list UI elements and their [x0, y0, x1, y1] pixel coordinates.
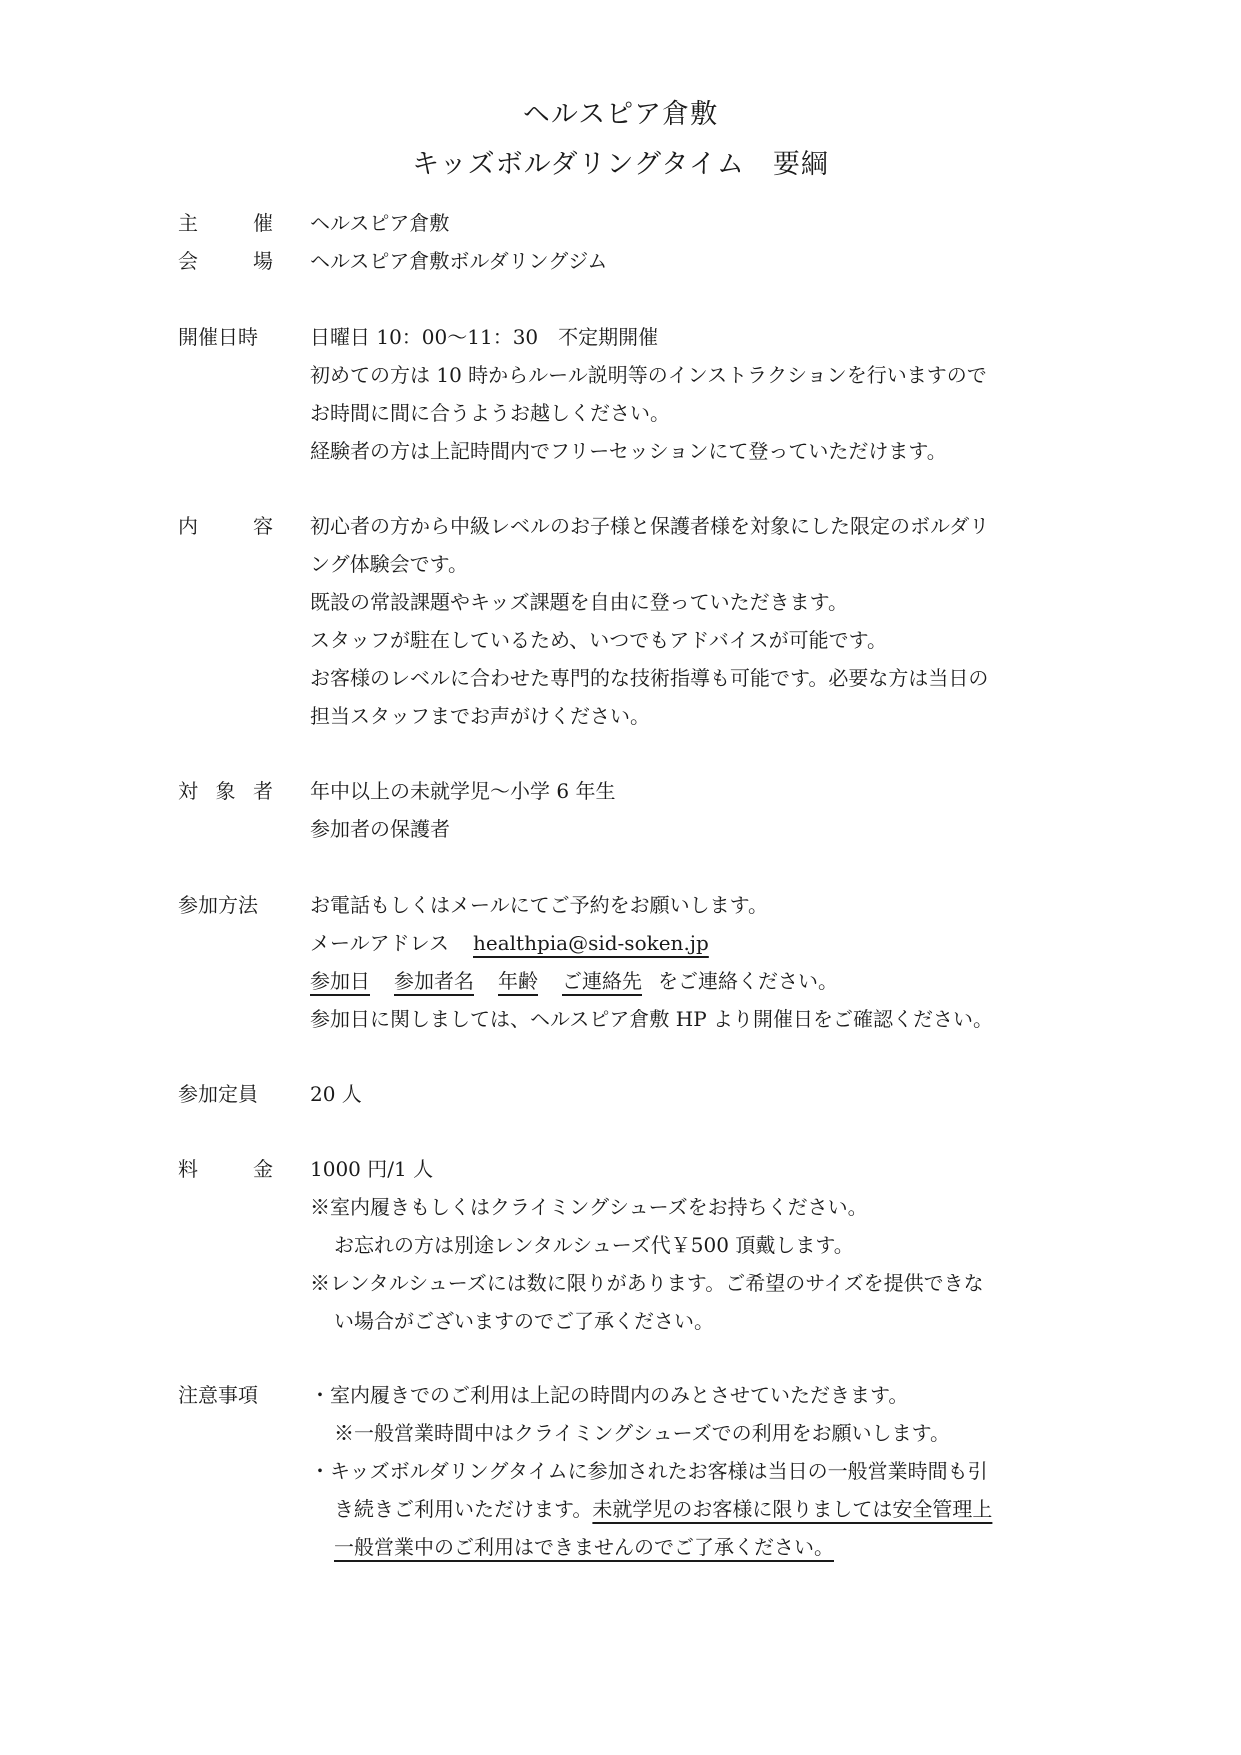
- organizer-label-char: 催: [253, 211, 273, 235]
- email-link[interactable]: healthpia@sid-soken.jp: [473, 931, 709, 955]
- required-item: 参加者名: [394, 969, 474, 993]
- datetime-line: 日曜日 10：00～11：30 不定期開催: [310, 325, 659, 349]
- notes-underlined-text: 一般営業中のご利用はできませんのでご了承ください。: [334, 1535, 834, 1559]
- notes-line: ・室内履きでのご利用は上記の時間内のみとさせていただきます。: [310, 1383, 909, 1407]
- fee-line: お忘れの方は別途レンタルシューズ代￥500 頂戴します。: [334, 1233, 854, 1257]
- target-section: [310, 772, 1070, 848]
- content-line: 既設の常設課題やキッズ課題を自由に登っていただきます。: [310, 590, 848, 614]
- fee-line: ※室内履きもしくはクライミングシューズをお持ちください。: [310, 1195, 868, 1219]
- fee-label-char: 料: [178, 1157, 198, 1181]
- notes-text: き続きご利用いただけます。: [334, 1497, 593, 1521]
- notes-line: [310, 1528, 1070, 1566]
- content-label-char: 容: [253, 514, 273, 538]
- method-line: お電話もしくはメールにてご予約をお願いします。: [310, 893, 768, 917]
- content-label: [178, 507, 273, 545]
- required-item: 参加日: [310, 969, 370, 993]
- method-section: [310, 886, 1070, 1038]
- document-title: ヘルスピア倉敷: [522, 99, 719, 130]
- required-item: 年齢: [498, 969, 538, 993]
- datetime-line: 経験者の方は上記時間内でフリーセッションにて登っていただけます。: [310, 439, 947, 463]
- capacity-label: 参加定員: [178, 1082, 258, 1106]
- content-line: 初心者の方から中級レベルのお子様と保護者様を対象にした限定のボルダリ: [310, 514, 990, 538]
- email-line: [310, 924, 1070, 962]
- venue-label-char: 場: [253, 249, 273, 273]
- email-label: メールアドレス: [310, 931, 449, 955]
- method-label: 参加方法: [178, 893, 258, 917]
- organizer-label-char: 主: [178, 211, 198, 235]
- fee-label-char: 金: [253, 1157, 273, 1181]
- venue-label: [178, 242, 273, 280]
- fee-section: [310, 1150, 1070, 1340]
- content-line: スタッフが駐在しているため、いつでもアドバイスが可能です。: [310, 628, 887, 652]
- organizer-label: [178, 204, 273, 242]
- notes-line: [310, 1490, 1070, 1528]
- content-section: [310, 507, 1070, 735]
- venue-value: ヘルスピア倉敷ボルダリングジム: [310, 249, 608, 273]
- fee-line: ※レンタルシューズには数に限りがあります。ご希望のサイズを提供できな: [310, 1271, 984, 1295]
- notes-underlined-text: 未就学児のお客様に限りましては安全管理上: [592, 1497, 993, 1521]
- target-label-char: 者: [253, 779, 273, 803]
- datetime-section: [310, 318, 1070, 470]
- notes-label: 注意事項: [178, 1383, 258, 1407]
- datetime-label: 開催日時: [178, 325, 258, 349]
- required-items-suffix: をご連絡ください。: [658, 969, 838, 993]
- content-line: お客様のレベルに合わせた専門的な技術指導も可能です。必要な方は当日の: [310, 666, 989, 690]
- datetime-line: 初めての方は 10 時からルール説明等のインストラクションを行いますので: [310, 363, 987, 387]
- notes-line: ・キッズボルダリングタイムに参加されたお客様は当日の一般営業時間も引: [310, 1459, 988, 1483]
- target-label: [178, 772, 273, 810]
- target-label-char: 象: [215, 779, 236, 803]
- target-label-char: 対: [178, 779, 198, 803]
- fee-line: い場合がございますのでご了承ください。: [334, 1309, 714, 1333]
- fee-label: [178, 1150, 273, 1188]
- target-line: 参加者の保護者: [310, 817, 450, 841]
- document-subtitle: キッズボルダリングタイム 要綱: [412, 149, 829, 180]
- required-item: ご連絡先: [562, 969, 642, 993]
- content-line: 担当スタッフまでお声がけください。: [310, 704, 650, 728]
- content-line: ング体験会です。: [310, 552, 468, 576]
- organizer-value: ヘルスピア倉敷: [310, 211, 450, 235]
- datetime-line: お時間に間に合うようお越しください。: [310, 401, 670, 425]
- notes-line: ※一般営業時間中はクライミングシューズでの利用をお願いします。: [334, 1421, 950, 1445]
- method-line: 参加日に関しましては、ヘルスピア倉敷 HP より開催日をご確認ください。: [310, 1007, 994, 1031]
- notes-section: [310, 1376, 1070, 1566]
- required-items-line: [310, 962, 1070, 1000]
- fee-line: 1000 円/1 人: [310, 1157, 434, 1181]
- content-label-char: 内: [178, 514, 198, 538]
- capacity-value: 20 人: [310, 1082, 362, 1106]
- target-line: 年中以上の未就学児～小学 6 年生: [310, 779, 616, 803]
- venue-label-char: 会: [178, 249, 198, 273]
